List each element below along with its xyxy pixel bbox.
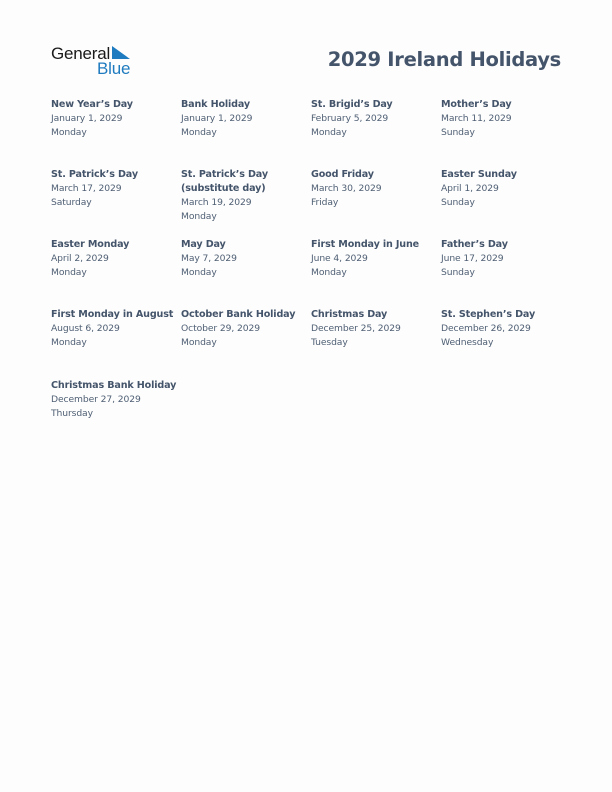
holiday-name: May Day [181, 239, 226, 250]
holiday-name: Bank Holiday [181, 99, 251, 110]
holiday-entry [181, 308, 309, 350]
holiday-name: St. Brigid’s Day [311, 99, 393, 110]
holiday-weekday: Wednesday [441, 337, 494, 348]
holiday-entry [51, 379, 181, 421]
holiday-weekday: Sunday [441, 197, 475, 208]
holiday-name: Easter Sunday [441, 169, 517, 180]
holiday-weekday: Sunday [441, 127, 475, 138]
holiday-date: February 5, 2029 [311, 113, 389, 124]
holiday-weekday: Monday [51, 127, 87, 138]
logo-word-general: General [51, 44, 111, 63]
holiday-date: April 2, 2029 [51, 253, 109, 264]
holiday-weekday: Monday [181, 127, 217, 138]
holiday-date: March 17, 2029 [51, 183, 122, 194]
holiday-name: Christmas Bank Holiday [51, 380, 177, 391]
holiday-date: May 7, 2029 [181, 253, 237, 264]
holiday-weekday: Monday [51, 337, 87, 348]
holiday-weekday: Monday [181, 267, 217, 278]
holiday-weekday: Monday [311, 267, 347, 278]
holiday-date: October 29, 2029 [181, 323, 261, 334]
holiday-entry [311, 308, 439, 350]
holiday-weekday: Sunday [441, 267, 475, 278]
generalblue-logo [51, 44, 141, 78]
holiday-weekday: Thursday [51, 408, 93, 419]
holiday-name: Good Friday [311, 169, 374, 180]
holiday-date: March 19, 2029 [181, 197, 252, 208]
holiday-entry [181, 98, 309, 140]
holiday-date: April 1, 2029 [441, 183, 499, 194]
holiday-date: March 30, 2029 [311, 183, 382, 194]
holiday-entry [441, 98, 569, 140]
holiday-name: Father’s Day [441, 239, 508, 250]
holiday-date: January 1, 2029 [51, 113, 123, 124]
holiday-weekday: Saturday [51, 197, 92, 208]
holiday-weekday: Tuesday [311, 337, 348, 348]
holiday-weekday: Friday [311, 197, 339, 208]
holiday-name: October Bank Holiday [181, 309, 296, 320]
logo-word-blue: Blue [97, 59, 131, 78]
holiday-name: Christmas Day [311, 309, 388, 320]
holiday-name: St. Stephen’s Day [441, 309, 536, 320]
holiday-name: Mother’s Day [441, 99, 512, 110]
holiday-name: First Monday in August [51, 309, 174, 320]
holiday-date: December 25, 2029 [311, 323, 401, 334]
holiday-weekday: Monday [51, 267, 87, 278]
holiday-weekday: Monday [181, 211, 217, 222]
holiday-date: June 17, 2029 [441, 253, 504, 264]
holiday-entry [51, 308, 179, 350]
holiday-entry [311, 98, 439, 140]
logo-triangle-icon [112, 46, 130, 60]
page-title: 2029 Ireland Holidays [327, 48, 561, 71]
holiday-date: January 1, 2029 [181, 113, 253, 124]
holiday-weekday: Monday [311, 127, 347, 138]
holiday-entry [311, 168, 439, 210]
holiday-date: March 11, 2029 [441, 113, 512, 124]
holiday-entry [51, 98, 179, 140]
holiday-entry [181, 238, 309, 280]
holiday-date: August 6, 2029 [51, 323, 120, 334]
holiday-weekday: Monday [181, 337, 217, 348]
holiday-entry [441, 168, 569, 210]
holiday-entry [51, 238, 179, 280]
holiday-name: First Monday in June [311, 239, 420, 250]
holiday-entry [441, 308, 569, 350]
holiday-name: Easter Monday [51, 239, 130, 250]
holiday-name: St. Patrick’s Day [51, 169, 138, 180]
holiday-entry [51, 168, 179, 210]
holiday-name: New Year’s Day [51, 99, 133, 110]
holiday-date: June 4, 2029 [311, 253, 368, 264]
holiday-name: St. Patrick’s Day (substitute day) [181, 169, 268, 194]
holiday-date: December 27, 2029 [51, 394, 141, 405]
holiday-entry [311, 238, 439, 280]
holiday-entry [181, 168, 281, 224]
holiday-entry [441, 238, 569, 280]
holiday-date: December 26, 2029 [441, 323, 531, 334]
